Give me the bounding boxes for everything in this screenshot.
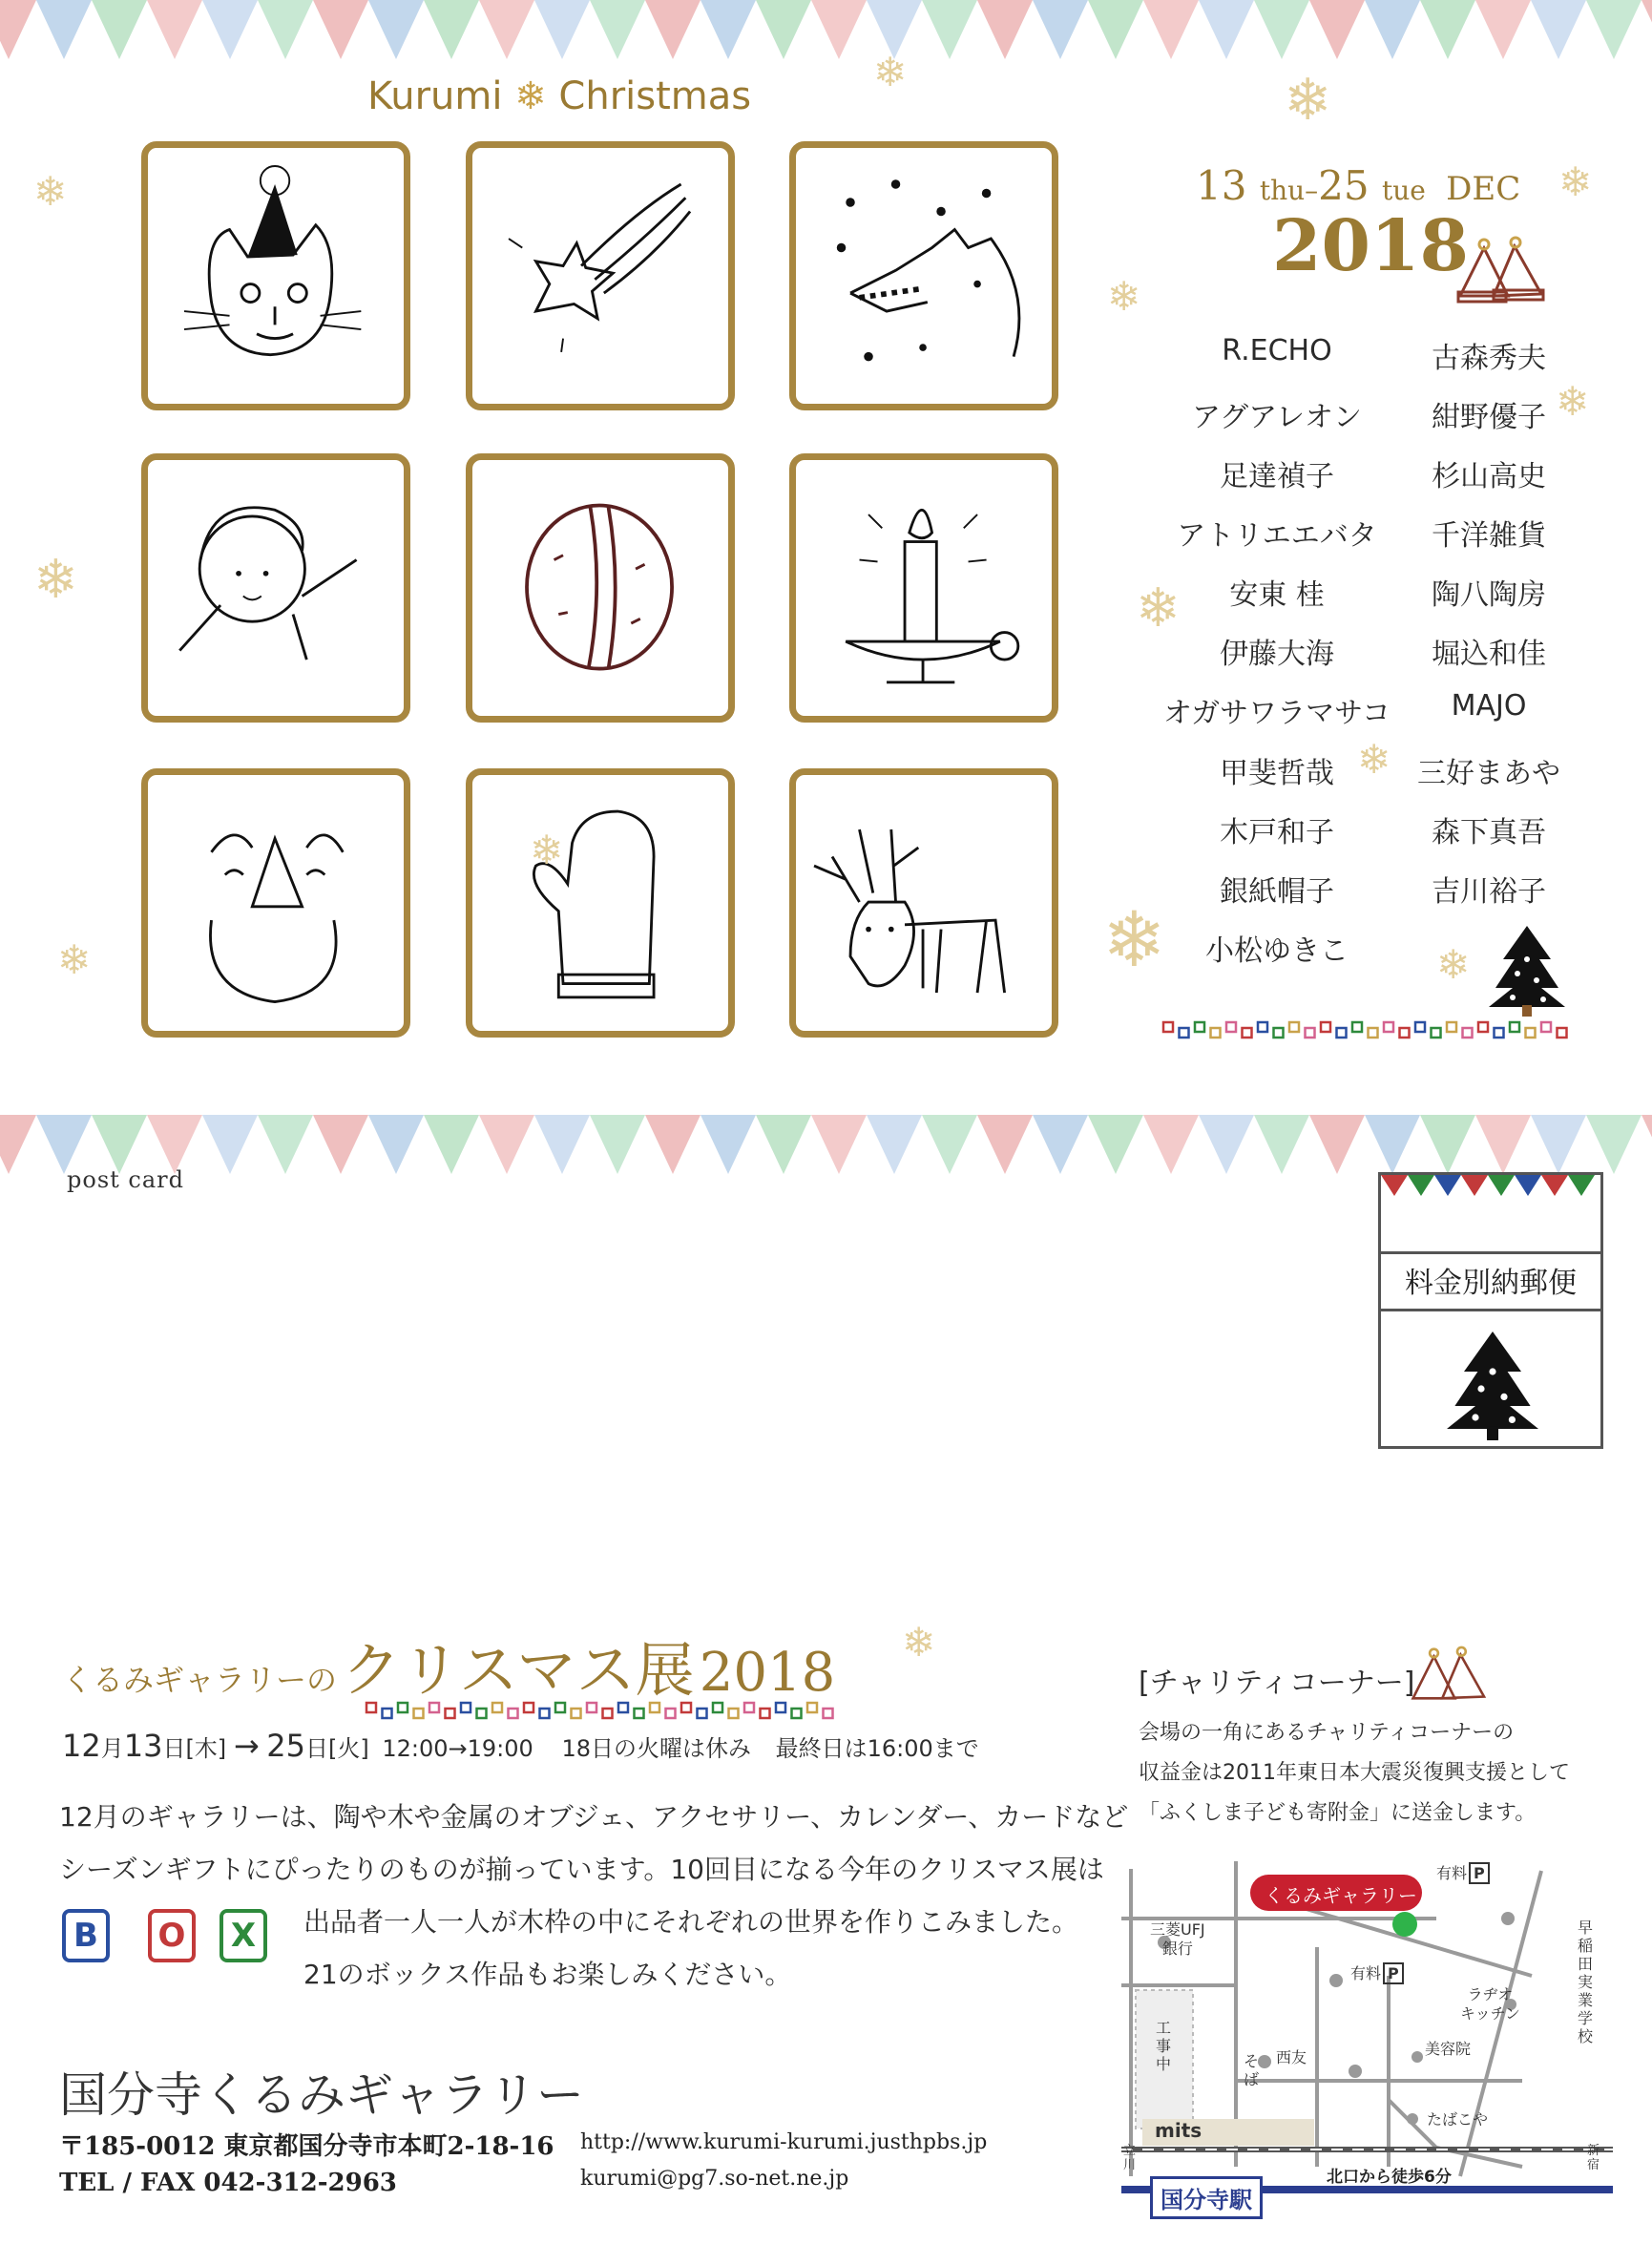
map-shinjuku: 新 宿 [1587,2144,1600,2172]
light-bulb [792,1709,802,1718]
map-tobacco: たばこや [1427,2110,1489,2129]
pennant-flag [1586,0,1642,59]
pennant-flag [147,1115,202,1174]
light-bulb [650,1703,659,1712]
map-construction: 工事中 [1156,2019,1172,2073]
pennant-flag [1365,1115,1420,1174]
gallery-name: 国分寺くるみギャラリー [59,2067,584,2123]
pennant-flag [701,0,756,59]
map-parking-label: 有料 P [1436,1861,1490,1883]
artist-name: 千洋雑貨 [1432,519,1546,553]
artist-name: オガサワラマサコ [1163,697,1391,730]
pennant-flag [590,0,645,59]
light-bulb [1289,1022,1299,1032]
pennant-flag [867,1115,922,1174]
light-bulb [824,1709,833,1718]
artist-name: 古森秀夫 [1432,342,1546,375]
map-station: 国分寺駅 [1150,2176,1263,2219]
pennant-flag [1254,1115,1309,1174]
logo-left: Kurumi [367,74,503,118]
end-dow: tue [1381,175,1426,206]
pennant-flag [1033,0,1088,59]
event-title [62,1623,835,1708]
map-mits: mits [1155,2119,1202,2142]
art-frame [789,768,1058,1038]
schedule: 12月13日[木] → 25日[火] 12:00→19:00 18日の火曜は休み 最終日は16:00まで [62,1728,979,1764]
light-bulb [1211,1028,1221,1038]
light-bulb [509,1709,518,1718]
map-salon: 美容院 [1425,2040,1472,2058]
candle-icon [796,460,1052,716]
snowflake-icon: ❄ [1556,378,1590,425]
pennant-flag [977,1115,1033,1174]
pennant-flag [0,1115,36,1174]
post-card-label: post card [67,1166,184,1193]
christmas-tree-icon [1484,921,1570,1017]
pennant-flag [36,1115,92,1174]
light-bulb [1415,1022,1425,1032]
light-bulb [1195,1022,1204,1032]
box-letter: O [148,1909,196,1962]
title-prefix: くるみギャラリーの [62,1662,338,1698]
pennant-flag [756,0,811,59]
artist-name: 森下真吾 [1432,816,1546,849]
pennant-flag [534,0,590,59]
artist-name: 足達禎子 [1220,460,1334,493]
artist-name: 甲斐哲哉 [1220,757,1334,790]
light-bulb [1337,1028,1347,1038]
light-bulb [446,1709,455,1718]
pennant-flag [479,1115,534,1174]
light-bulb [1352,1022,1362,1032]
wolf-in-snow-icon [796,148,1052,404]
light-bulb [524,1703,533,1712]
light-bulb [618,1703,628,1712]
map-parking2-label: 有料 P [1350,1961,1404,1983]
light-bulb [383,1709,392,1718]
light-bulb [729,1709,739,1718]
baby-angel-icon [148,460,404,716]
pennant-garland-top [0,0,1652,72]
art-frame [141,768,410,1038]
end-day: 25 [1318,162,1370,209]
light-bulb [492,1703,502,1712]
artist-name: 伊藤大海 [1220,638,1334,671]
light-bulb [666,1709,676,1718]
pennant-flag [756,1115,811,1174]
snowflake-icon: ❄ [873,49,908,95]
pennant-flag [202,0,258,59]
pennant-flag [147,0,202,59]
pennant-flag [1642,1115,1652,1174]
pennant-flag [1033,1115,1088,1174]
art-frame [466,141,735,410]
map-radio-kitchen: ラヂオ キッチン [1460,1985,1520,2023]
light-bulb [414,1709,424,1718]
access-map [1121,1861,1613,2224]
light-bulb [1447,1022,1456,1032]
artist-name: 杉山高史 [1432,460,1546,493]
shooting-star-icon [472,148,728,404]
pennant-flag [368,0,424,59]
pennant-flag [645,1115,701,1174]
map-gallery-label: くるみギャラリー [1265,1884,1417,1907]
pennant-flag [1531,1115,1586,1174]
map-walk: 北口から徒歩6分 [1327,2168,1452,2187]
light-bulb [1510,1022,1519,1032]
light-bulb [1558,1028,1567,1038]
light-bulb [776,1703,785,1712]
tel-fax: TEL / FAX 042-312-2963 [59,2169,397,2197]
snowflake-icon: ❄ [1136,577,1181,640]
pennant-flag [1309,0,1365,59]
charity-title: [チャリティコーナー] [1139,1667,1415,1700]
pennant-flag [1199,1115,1254,1174]
light-bulb [429,1703,439,1712]
pennant-flag [313,1115,368,1174]
pennant-flag [313,0,368,59]
pennant-flag [1143,0,1199,59]
reindeer-icon [796,775,1052,1031]
month: DEC [1446,170,1521,208]
pennant-flag [534,1115,590,1174]
pennant-flag [1475,0,1531,59]
light-bulb [1541,1022,1551,1032]
light-bulb [1463,1028,1473,1038]
art-frame [466,768,735,1038]
walnut-icon [472,460,728,716]
artist-name: MAJO [1451,689,1527,723]
description-line-1: 12月のギャラリーは、陶や木や金属のオブジェ、アクセサリー、カレンダー、カードなど [59,1801,1129,1833]
artist-name: 吉川裕子 [1432,875,1546,909]
pennant-flag [1475,1115,1531,1174]
light-bulb [713,1703,722,1712]
light-bulb [587,1703,596,1712]
pennant-flag [202,1115,258,1174]
map-seiyu: 西友 [1276,2048,1307,2066]
light-bulb [366,1703,376,1712]
pennant-flag [1309,1115,1365,1174]
artist-name: 陶八陶房 [1432,578,1546,612]
website-link[interactable]: http://www.kurumi-kurumi.justhpbs.jp [580,2130,988,2154]
year: 2018 [1272,205,1469,287]
pennant-flag [977,0,1033,59]
pennant-flag [811,1115,867,1174]
christmas-tree-icon [1440,1326,1545,1444]
light-bulb [477,1709,487,1718]
title-main: クリスマス展 [342,1635,695,1705]
email-link[interactable]: kurumi@pg7.so-net.ne.jp [580,2167,849,2191]
mitten-icon [472,775,728,1031]
light-bulb [1243,1028,1252,1038]
artist-name: 小松ゆきこ [1205,934,1349,968]
light-bulb [698,1709,707,1718]
light-bulb [572,1709,581,1718]
pennant-flag [1586,1115,1642,1174]
snowflake-icon: ❄ [902,1619,936,1666]
light-bulb [540,1709,550,1718]
artist-name: 安東 桂 [1229,578,1325,612]
artist-name: アグアレオン [1192,401,1362,434]
santa-face-icon [148,775,404,1031]
light-bulb [1180,1028,1189,1038]
art-frame [789,453,1058,723]
pennant-flag [1365,0,1420,59]
map-soba: そば [1244,2052,1260,2088]
pennant-flag [811,0,867,59]
pennant-flag [922,0,977,59]
pennant-flag [1143,1115,1199,1174]
snowflake-icon: ❄ [1284,67,1332,134]
light-bulb [681,1703,691,1712]
artist-name: 木戸和子 [1220,816,1334,849]
charity-line-2: 収益金は2011年東日本大震災復興支援として [1139,1761,1570,1785]
light-bulb [1321,1022,1330,1032]
light-bulb [1400,1028,1410,1038]
santa-hats-icon [1408,1640,1494,1710]
pennant-flag [92,1115,147,1174]
light-bulb [1163,1022,1173,1032]
light-bulb [398,1703,408,1712]
art-frame [141,453,410,723]
snowflake-icon: ❄ [33,549,78,611]
light-bulb [1306,1028,1315,1038]
description-line-4: 21のボックス作品もお楽しみください。 [303,1959,792,1990]
light-bulb [1226,1022,1236,1032]
pennant-flag [424,1115,479,1174]
pennant-flag [424,0,479,59]
snowflake-icon: ❄ [1102,895,1167,984]
stamp-text: 料金別納郵便 [1405,1267,1577,1300]
pennant-flag [36,0,92,59]
light-bulb [1258,1022,1267,1032]
light-bulb [1432,1028,1441,1038]
string-lights [1160,1017,1579,1045]
light-bulb [1274,1028,1284,1038]
pennant-flag [258,1115,313,1174]
light-bulb [807,1703,817,1712]
pennant-flag [1420,0,1475,59]
pennant-flag [1254,0,1309,59]
address: 〒185-0012 東京都国分寺市本町2-18-16 [59,2132,554,2161]
charity-line-1: 会場の一角にあるチャリティコーナーの [1139,1721,1515,1745]
box-letter: B [62,1909,110,1962]
artist-name: 紺野優子 [1432,401,1546,434]
light-bulb [761,1709,770,1718]
snowflake-icon: ❄ [1436,941,1471,988]
snowflake-icon: ❄ [514,74,547,118]
artist-name: 堀込和佳 [1432,638,1546,671]
map-tachikawa: 立 川 [1123,2144,1137,2172]
snowflake-icon: ❄ [57,936,92,983]
santa-hats-icon [1455,229,1551,305]
postage-stamp [1378,1172,1603,1449]
artist-name: R.ECHO [1222,334,1332,367]
pennant-flag [1199,0,1254,59]
light-bulb [744,1703,754,1712]
art-frame [789,141,1058,410]
artist-name: アトリエエバタ [1177,519,1377,553]
light-bulb [1369,1028,1378,1038]
pennant-flag [1088,0,1143,59]
artist-name: 三好まあや [1417,757,1560,790]
pennant-flag [922,1115,977,1174]
pennant-flag [590,1115,645,1174]
pennant-flag [479,0,534,59]
pennant-flag [258,0,313,59]
snowflake-icon: ❄ [530,827,564,873]
pennant-flag [645,0,701,59]
pennant-flag [1531,0,1586,59]
art-frame [466,453,735,723]
pennant-flag [1420,1115,1475,1174]
pennant-flag [1088,1115,1143,1174]
light-bulb [1384,1022,1393,1032]
light-bulb [461,1703,471,1712]
light-bulb [603,1709,613,1718]
light-bulb [1526,1028,1536,1038]
logo-right: Christmas [558,74,752,118]
map-bank: 三菱UFJ 銀行 [1150,1920,1205,1958]
start-day: 13 [1196,162,1247,209]
description-line-2: シーズンギフトにぴったりのものが揃っています。10回目になる今年のクリスマス展は [59,1854,1104,1885]
light-bulb [555,1703,565,1712]
logo [367,74,751,132]
light-bulb [1478,1022,1488,1032]
light-bulb [1495,1028,1504,1038]
pennant-flag [368,1115,424,1174]
snowflake-icon: ❄ [1357,736,1391,783]
cat-with-party-hat-icon [148,148,404,404]
string-lights [363,1697,840,1720]
box-letter: X [220,1909,267,1962]
light-bulb [635,1709,644,1718]
snowflake-icon: ❄ [1107,273,1141,320]
artist-name: 銀紙帽子 [1220,875,1334,909]
snowflake-icon: ❄ [33,168,68,215]
pennant-flag [701,1115,756,1174]
start-dow: thu [1259,175,1306,206]
date-range: 13 thu–25 tue DEC [1196,162,1521,209]
map-school: 早稲田実業学校 [1578,1919,1594,2045]
art-frame [141,141,410,410]
charity-line-3: 「ふくしま子ども寄附金」に送金します。 [1139,1801,1537,1825]
snowflake-icon: ❄ [1558,158,1593,205]
description-line-3: 出品者一人一人が木枠の中にそれぞれの世界を作りこみました。 [303,1906,1079,1938]
pennant-flag [1642,0,1652,59]
pennant-flag [92,0,147,59]
title-year: 2018 [699,1642,836,1704]
pennant-flag [0,0,36,59]
